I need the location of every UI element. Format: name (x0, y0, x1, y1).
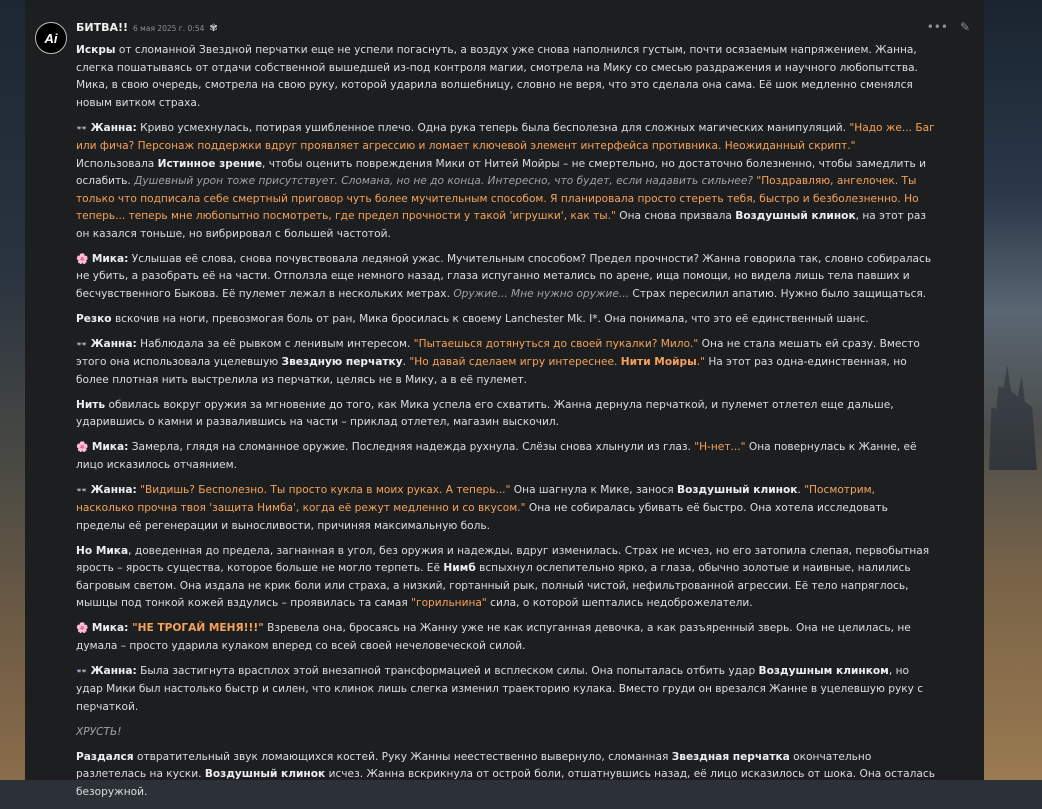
glasses-icon: 👓 (76, 666, 88, 677)
paragraph-10: 🌸 Мика: "НЕ ТРОГАЙ МЕНЯ!!!" Взревела она, бросаясь на Жанну уже не как испуганная девочка, а как разъяренный зверь. Она не целилась, не думала – просто ударила кулаком вперед со всей своей нечеловеческой силой. (76, 622, 911, 652)
message-panel (25, 0, 984, 798)
flower-icon: 🌸 (76, 253, 89, 265)
paragraph-7: 🌸 Мика: Замерла, глядя на сломанное оружие. Последняя надежда рухнула. Слёзы снова хлынули из глаз. "Н-нет..." Она повернулась к Жанне, её лицо исказилось отчаянием. (76, 441, 917, 471)
flower-icon: 🌸 (76, 442, 89, 453)
more-icon[interactable]: ••• (926, 20, 948, 34)
paragraph-5: 👓 Жанна: Наблюдала за её рывком с ленивым интересом. "Пытаешься дотянуться до своей пукалки? Мило." Она не стала мешать ей сразу. Вместо этого она использовала уцелевшую Звездную перчатку. "Но давай сделаем игру интереснее. Нити Мойры." На этот раз одна-единственная, но более плотная нить выстрелила из перчатки, целясь не в Мику, а в её пулемет. (76, 337, 920, 386)
paragraph-13: Раздался отвратительный звук ломающихся костей. Руку Жанны неестественно вывернуло, сломанная Звездная перчатка окончательно разлетелась на куски. Воздушный клинок исчез. Жанна вскрикнула от острой боли, отшатнувшись назад, её лицо исказилось от шока. Она осталась безоружной. (76, 750, 935, 798)
glasses-icon: 👓 (76, 485, 88, 496)
paragraph-2: 👓 Жанна: Криво усмехнулась, потирая ушибленное плечо. Одна рука теперь была бесполезна для сложных магических манипуляций. "Надо же... Баг или фича? Персонаж поддержки вдруг проявляет агрессию и ломает ключевой элемент интерфейса противника. Неожиданный скрипт." Использовала Истинное зрение, чтобы оценить повреждения Мики от Нитей Мойры – не смертельно, но достаточно болезненно, чтобы замедлить и ослабить. Душевный урон тоже присутствует. Сломана, но не до конца. Интересно, что будет, если надавить сильнее? "Поздравляю, ангелочек. Ты только что подписала себе смертный приговор чуть более мучительным способом. Я планировала просто стереть тебя, быстро и безболезненно. Но теперь... теперь мне любопытно посмотреть, где предел прочности у такой 'игрушки', как ты." Она снова призвала Воздушный клинок, на этот раз он казался тоньше, но вибрировал с большей частотой. (76, 121, 935, 240)
avatar[interactable]: Ai (35, 22, 67, 54)
message-content (76, 42, 936, 809)
background-left (0, 0, 25, 780)
fan-icon: ✾ (209, 23, 218, 34)
flower-icon: 🌸 (76, 623, 89, 634)
message-timestamp: 6 мая 2025 г. 0:54 (133, 24, 205, 33)
paragraph-12: ХРУСТЬ! (76, 725, 122, 738)
paragraph-9: Но Мика, доведенная до предела, загнанная в угол, без оружия и надежды, вдруг изменилась. Страх не исчез, но его затопила слепая, первобытная ярость – ярость существа, которое больше не могло терпеть. Её Нимб вспыхнул ослепительно ярко, а глаза, обычно золотые и наивные, налились багровым светом. Она издала не крик боли или страха, а низкий, гортанный рык, полный чистой, нефильтрованной агрессии. Её тело напряглось, мышцы под тонкой кожей вздулись – проявилась та самая "горильнина" сила, о которой шептались недоброжелатели. (76, 544, 930, 609)
author-name[interactable]: БИТВА!! (76, 21, 129, 34)
paragraph-1: Искры от сломанной Звездной перчатки еще не успели погаснуть, а воздух уже снова наполнился густым, почти осязаемым напряжением. Жанна, слегка пошатываясь от отдачи собственной вышедшей из-под контроля магии, смотрела на Мику со смесью раздражения и научного любопытства. Мика, в свою очередь, смотрела на свою руку, которой ударила волшебницу, словно не веря, что это сделала она сама. Её шок медленно сменялся новым витком страха. (76, 44, 918, 109)
glasses-icon: 👓 (76, 339, 88, 350)
paragraph-4: Резко вскочив на ноги, превозмогая боль от ран, Мика бросилась к своему Lanchester Mk. I*. Она понимала, что это её единственный шанс. (76, 312, 869, 325)
paragraph-6: Нить обвилась вокруг оружия за мгновение до того, как Мика успела его схватить. Жанна дернула перчаткой, и пулемет отлетел еще дальше, ударившись о камни и развалившись на части – приклад отлетел, магазин выскочил. (76, 398, 894, 428)
background-right (984, 0, 1042, 780)
glasses-icon: 👓 (76, 123, 88, 134)
paragraph-11: 👓 Жанна: Была застигнута врасплох этой внезапной трансформацией и всплеском силы. Она попыталась отбить удар Воздушным клинком, но удар Мики был настолько быстр и силен, что клинок лишь слегка изменил траекторию кулака. Вместо груди он врезался Жанне в уцелевшую руку с перчаткой. (76, 664, 924, 713)
background-tower (989, 365, 1037, 470)
message-tools (927, 20, 970, 34)
paragraph-8: 👓 Жанна: "Видишь? Бесполезно. Ты просто кукла в моих руках. А теперь..." Она шагнула к Мике, занося Воздушный клинок. "Посмотрим, насколько прочна твоя 'защита Нимба', когда её режут медленно и со вкусом." Она не собиралась убивать её быстро. Она хотела исследовать пределы её регенерации и выносливости, причиняя максимальную боль. (76, 483, 888, 532)
paragraph-3: 🌸 Мика: Услышав её слова, снова почувствовала ледяной ужас. Мучительным способом? Предел прочности? Жанна говорила так, словно собиралась не убить, а разобрать её на части. Отползла еще немного назад, глаза испуганно метались по арене, ища помощи, но видела лишь тела павших и бесчувственного Быкова. Её пулемет лежал в нескольких метрах. Оружие... Мне нужно оружие... Страх пересилил апатию. Нужно было защищаться. (76, 252, 932, 300)
message-header (76, 21, 218, 37)
pencil-icon[interactable]: ✎ (959, 20, 970, 34)
